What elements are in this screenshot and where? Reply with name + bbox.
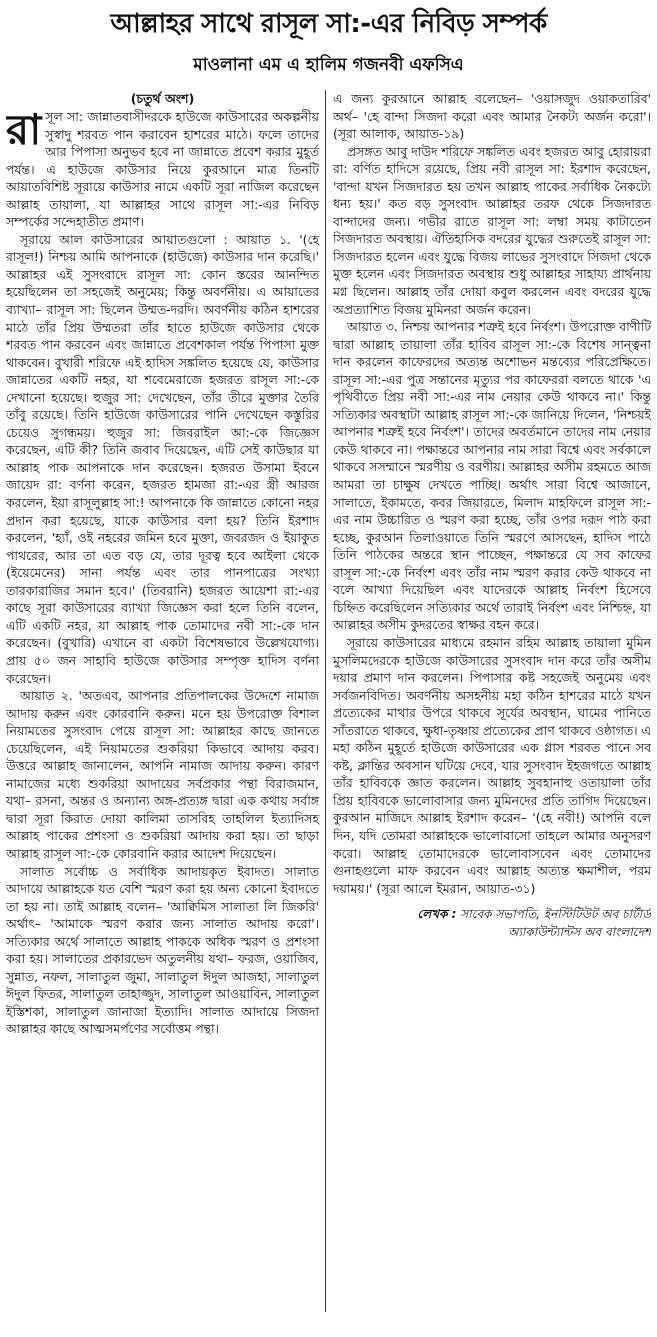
paragraph: আয়াত ২. 'অতএব, আপনার প্রতিপালকের উদ্দেশে নামাজ আদায় করুন এবং কোরবানি করুন। মনে হয় উপরোক্ত বিশাল নিয়ামতের সুসংবাদ পেয়ে রাসূল সা: আল্লাহর কাছে জানতে চেয়েছিলেন, এই নিয়ামতের শুকরিয়া কিভাবে আদায় করব। উত্তরে আল্লাহ জানালেন, আপনি নামাজ আদায় করুন। কারণ নামাজের মধ্যে শুকরিয়া আদায়ের সর্বপ্রকার পন্থা বিরাজমান, যথা– রসনা, অন্তর ও অন্যান্য অঙ্গ-প্রত্যঙ্গ দ্বারা এক কথায় সর্বাঙ্গ দ্বারা সূরা কিরাত দোয়া কালিমা তাসবিহ তাহলিল ইত্যাদিসহ আল্লাহ পাকের প্রশংসা ও শুকরিয়া আদায় করা হয়। তা ছাড়া আল্লাহ রাসূল সা:-কে কোরবানি করার আদেশ দিয়েছেন। — [6, 688, 319, 861]
author-byline: মাওলানা এম এ হালিম গজনবী এফসিএ — [193, 55, 464, 75]
paragraph: আয়াত ৩. নিশ্চয় আপনার শত্রুই হবে নির্বংশ। উপরোক্ত বাণীটি দ্বারা আল্লাহ তায়ালা তাঁর হাবিব রাসূল সা:-কে বিশেষ সান্ত্বনা দান করলেন কাফেরদের অত্যন্ত অশোভন মন্তব্যের পরিপ্রেক্ষিতে। রাসূল সা:-এর পুত্র সন্তানের মৃত্যুর পর কাফেররা বলতে থাকে 'এ পৃথিবীতে প্রিয় নবী সা:-এর নাম নেয়ার কেউ থাকবে না।' কিন্তু সত্যিকার অবস্থাটা আল্লাহ রাসূল সা:-কে জানিয়ে দিলেন, 'নিশ্চয়ই আপনার শত্রুই হবে নির্বংশ'। তাদের অবর্তমানে তাদের নাম নেয়ার কেউ থাকবে না। পক্ষান্তরে আপনার নাম সারা বিশ্বে এবং সর্বকালে থাকবে সসম্মানে স্মরণীয় ও বরণীয়। আল্লাহর অসীম রহমতে আজ আমরা তা চাক্ষুষ দেখতে পাচ্ছি। অর্থাৎ সারা বিশ্বে আজানে, সালাতে, ইকামতে, কবর জিয়ারতে, মিলাদ মাহফিলে রাসূল সা:-এর নাম উচ্চারিত ও স্মরণ করা হচ্ছে, তাঁর ওপর দরূদ পাঠ করা হচ্ছে, কুরআন তিলাওয়াতে তিনি স্মরণে আসছেন, হাদিস পাঠে তিনি পাঠকের অন্তরে স্থান পাচ্ছেন, পক্ষান্তরে যে সব কাফের রাসূল সা:-কে নির্বংশ এবং তাঁর নাম স্মরণ করার কেউ থাকবে না বলে আখ্যা দিয়েছিল এবং যাদেরকে আল্লাহ নির্বংশ হিসেবে চিহ্নিত করেছিলেন সত্যিকার অর্থে তারাই নির্বংশ এবং নিশ্চিহ্ন, যা আল্লাহর অসীম কুদরতের স্বাক্ষর বহন করে। — [333, 319, 651, 633]
newspaper-page — [0, 4, 657, 1337]
paragraph: এ জন্য কুরআনে আল্লাহ বলেছেন– 'ওয়াসজুদ ওয়াকতারিব' অর্থ– 'হে বান্দা সিজদা করো এবং আমার নৈকট্য অর্জন করো'। (সূরা আলাক, আয়াত-১৯) — [333, 91, 651, 142]
paragraph: সূরায়ে আল কাউসারের আয়াতগুলো : আয়াত ১. '(হে রাসূল!) নিশ্চয় আমি আপনাকে (হাউজে) কাউসার দান করেছি।' আল্লাহর এই সুসংবাদে রাসূল সা: কোন স্তরের আনন্দিত হয়েছিলেন তা সহজেই অনুমেয়; কিন্তু অবর্ণনীয়। এ আয়াতের ব্যাখ্যা– রাসূল সা: ছিলেন উম্মত-দরদি। অবর্ণনীয় কঠিন হাশরের মাঠে তাঁর প্রিয় উম্মতরা তাঁর হাতে হাউজে কাউসার থেকে শরবত পান করবেন এবং জান্নাতে প্রবেশকাল পর্যন্ত পিপাসা মুক্ত থাকবেন। বুখারী শরিফে এই হাদিস সঙ্কলিত হয়েছে যে, কাউসার জান্নাতের একটি নহর, যা শবেমেরাজে হজরত রাসূল সা:-কে দেখানো হয়েছে। হুজুর সা: দেখেছেন, তাঁর তীরে মুক্তার তৈরি তাঁবু রয়েছে। তিনি হাউজে কাউসারের পানি দেখেছেন কস্তুরির চেয়েও সুগন্ধময়। হুজুর সা: জিবরাইল আ:-কে জিজ্ঞেস করেছেন, এটি কী? তিনি জবাব দিয়েছেন, এটি সেই কাউছার যা আল্লাহ পাক আপনাকে দান করেছেন। হজরত উসামা ইবনে জায়েদ রা: বর্ণনা করেন, হজরত হামজা রা:-এর স্ত্রী আরজ করলেন, ইয়া রাসূলুল্লাহ সা:! আপনাকে কি জান্নাতে কোনো নহর প্রদান করা হয়েছে, যাকে কাউসার বলা হয়? তিনি ইরশাদ করলেন, 'হ্যাঁ, ওই নহরের জমিন হবে মুক্তা, জবরজদ ও ইয়াকুত পাথরের, আর তা এত বড় যে, তার দূরত্ব হবে আইলা থেকে (ইয়েমেনের) সানা পর্যন্ত এবং তার পানপাত্রের সংখ্যা তারকারাজির সমান হবে।' (তিবরানি) হজরত আয়েশা রা:-এর কাছে সূরা কাউসারের ব্যাখ্যা জিজ্ঞেস করা হলে তিনি বলেন, এটি একটি নহর, যা আল্লাহ পাক তোমাদের নবী সা:-কে দান করেছেন। (বুখারি) এখানে বা একটা বিশেষভাবে উল্লেখযোগ্য। প্রায় ৫০ জন সাহাবি হাউজে কাউসার সম্পৃক্ত হাদিস বর্ণনা করেছেন। — [6, 231, 319, 686]
right-column — [331, 90, 651, 1312]
author-note-line1: সাবেক সভাপতি, ইনস্টিটিউট অব চার্টার্ড — [460, 907, 651, 922]
part-label: (চতুর্থ অংশ) — [130, 91, 195, 106]
article-body — [6, 90, 651, 1312]
left-column — [6, 90, 326, 1312]
dropcap: রা — [6, 105, 42, 154]
paragraph — [6, 105, 319, 231]
author-note — [333, 905, 651, 941]
article-headline: আল্লাহর সাথে রাসূল সা:-এর নিবিড় সম্পর্ক — [110, 9, 547, 39]
paragraph: সালাত সর্বোচ্চ ও সর্বাধিক আদায়কৃত ইবাদত। সালাত আদায়ে আল্লাহকে যত বেশি স্মরণ করা হয় অন্য কোনো ইবাদতে তা হয় না। তাই আল্লাহ বলেন– 'আক্বিমিস সালাতা লি জিকরি' অর্থাৎ– 'আমাকে স্মরণ করার জন্য সালাত আদায় করো'। সত্যিকার অর্থে সালাতে আল্লাহ পাককে অধিক স্মরণ ও প্রশংসা করা হয়। সালাতের প্রকারভেদ অতুলনীয় যথা– ফরজ, ওয়াজিব, সুন্নাত, নফল, সালাতুল জুমা, সালাতুল ঈদুল আজহা, সালাতুল ঈদুল ফিতর, সালাতুল তাহাজ্জুদ, সালাতুল আওয়াবিন, সালাতুল ইস্তিশকা, সালাতুল জানাজা ইত্যাদি। সালাত আদায়ে সিজদা আল্লাহর কাছে আত্মসমর্পণের সর্বোত্তম পন্থা। — [6, 863, 319, 1037]
paragraph: সূরায়ে কাউসারের মাধ্যমে রহমান রহিম আল্লাহ তায়ালা মুমিন মুসলিমদেরকে হাউজে কাউসারের সুসংবাদ দান করে তাঁর অসীম দয়ার প্রমাণ দান করলেন। পিপাসার কষ্ট সহজেই অনুমেয় এবং সর্বজনবিদিত। অবর্ণনীয় অসহনীয় মহা কঠিন হাশরের মাঠে যখন প্রত্যেকের মাথার উপরে থাকবে সূর্যের অবস্থান, ঘামের পানিতে সাঁতরাতে থাকবে, ক্ষুধা-তৃষ্ণায় প্রত্যেকের প্রাণ থাকবে ওষ্ঠাগত। এ মহা কঠিন মুহূর্তে হাউজে কাউসারের এক গ্লাস শরবত পানে সব কষ্ট, ক্লান্তির অবসান ঘটিয়ে দেবে, যার সুসংবাদ ইহজগতে আল্লাহ তাঁর হাবিবকে জ্ঞাত করলেন। আল্লাহ সুবহানাহু ওতায়ালা তাঁর প্রিয় হাবিবকে ভালোবাসার জন্য মুমিনদের প্রতি তাগিদ দিয়েছেন। কুরআন মাজিদে আল্লাহ ইরশাদ করেন– '(হে নবী!) আপনি বলে দিন, যদি তোমরা আল্লাহকে ভালোবাসো তাহলে আমার অনুসরণ করো। আল্লাহ তোমাদেরকে ভালোবাসবেন এবং তোমাদের গুনাহগুলো মাফ করবেন এবং আল্লাহ অত্যন্ত ক্ষমাশীল, পরম দয়াময়।' (সূরা আলে ইমরান, আয়াত-৩১) — [333, 634, 651, 896]
author-note-line2: অ্যাকাউন্ট্যান্টস অব বাংলাদেশ — [507, 925, 651, 940]
paragraph: প্রসঙ্গত আবু দাউদ শরিফে সঙ্কলিত এবং হজরত আবু হোরায়রা রা: বর্ণিত হাদিসে রয়েছে, প্রিয় নবী রাসূল সা: ইরশাদ করেছেন, 'বান্দা যখন সিজদারত হয় তখন আল্লাহ পাকের সর্বাধিক নৈকট্যে ধন্য হয়।' কত বড় সুসংবাদ আল্লাহর তরফ থেকে সিজদারত বান্দাদের জন্য। গভীর রাতে রাসূল সা: লম্বা সময় কাটাতেন সিজদারত অবস্থায়। ঐতিহাসিক বদরের যুদ্ধের শুরুতেই রাসূল সা: সিজদারত হলেন এবং যুদ্ধে বিজয় লাভের সুসংবাদে সিজদা থেকে মুক্ত হলেন এবং সিজদারত অবস্থায় শুধু আল্লাহর সাহায্য প্রার্থনায় মগ্ন ছিলেন। আল্লাহ তাঁর দোয়া কবুল করলেন এবং বদরের যুদ্ধে অপ্রত্যাশিত বিজয় মুমিনরা অর্জন করেন। — [333, 143, 651, 317]
author-note-label: লেখক : — [417, 907, 457, 922]
paragraph-text: সূল সা: জান্নাতবাসীদরকে হাউজে কাউসারের অকল্পনীয় সুস্বাদু শরবত পান করাবেন হাশরের মাঠে। ফলে তাদের আর পিপাসা অনুভব হবে না জান্নাতে প্রবেশ করার মুহূর্ত পর্যন্ত। এ হাউজে কাউসার নিয়ে কুরআনে মাত্র তিনটি আয়াতবিশিষ্ট সূরায়ে কাউসার নামে একটি সূরা নাজিল করেছেন আল্লাহ তায়ালা, যা আল্লাহর সাথে রাসূল সা:-এর নিবিড় সম্পর্কের সন্দেহাতীত প্রমাণ। — [6, 109, 319, 230]
